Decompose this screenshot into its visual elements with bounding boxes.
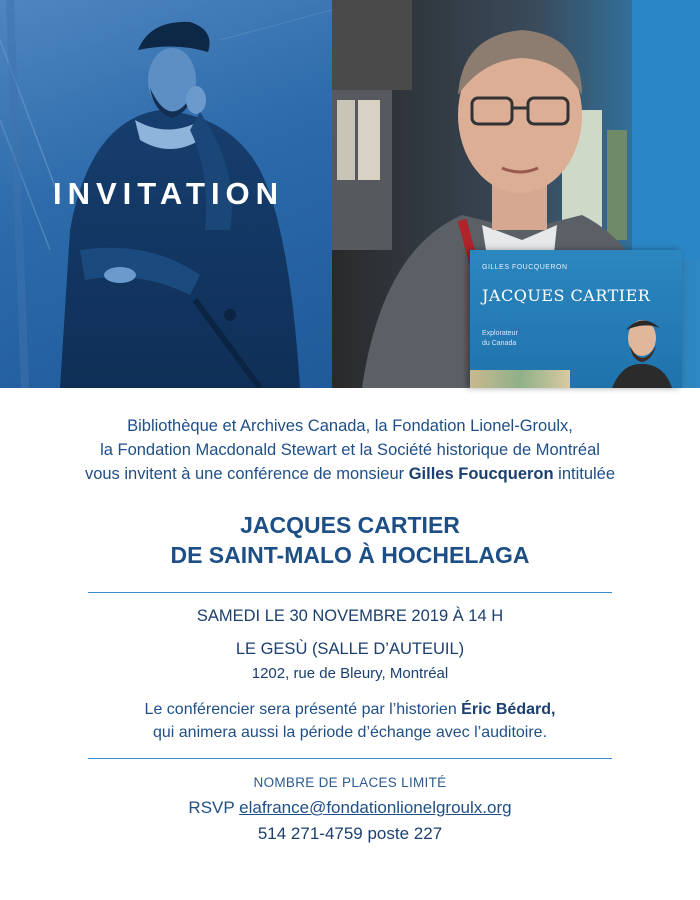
intro-line-3-suffix: intitulée [553, 465, 616, 483]
portrait-jacques-cartier [0, 0, 332, 388]
book-author: GILLES FOUCQUERON [482, 264, 568, 271]
intro-line-2: la Fondation Macdonald Stewart et la Société historique de Montréal [100, 441, 600, 459]
hero-banner [0, 0, 700, 388]
intro-line-3-prefix: vous invitent à une conférence de monsieur [84, 465, 409, 483]
presenter-line-1 [0, 698, 700, 721]
presenter-line-2: qui animera aussi la période d’échange avec l’auditoire. [152, 724, 548, 741]
presenter-paragraph [0, 698, 700, 744]
rsvp-email-link[interactable]: elafrance@fondationlionelgroulx.org [239, 798, 512, 817]
intro-paragraph [0, 414, 700, 486]
book-subtitle-line1: Explorateur [482, 330, 518, 337]
conference-title-line-2: DE SAINT-MALO À HOCHELAGA [170, 542, 530, 568]
book-subtitle-line2: du Canada [482, 340, 517, 347]
book-portrait-icon [602, 308, 672, 388]
event-date: SAMEDI LE 30 NOVEMBRE 2019 À 14 H [196, 607, 504, 625]
divider-top [88, 592, 612, 593]
invitation-body [0, 414, 700, 844]
conference-title [0, 510, 700, 570]
intro-line-3 [0, 462, 700, 486]
divider-bottom [88, 758, 612, 759]
book-map-strip [470, 370, 570, 388]
limited-places-notice: NOMBRE DE PLACES LIMITÉ [253, 775, 447, 790]
book-cover [470, 250, 682, 388]
invitation-heading: INVITATION [53, 176, 285, 211]
presenter-line-1-prefix: Le conférencier sera présenté par l’historien [144, 701, 462, 718]
intro-line-1: Bibliothèque et Archives Canada, la Fondation Lionel-Groulx, [127, 417, 573, 435]
conference-title-line-1: JACQUES CARTIER [240, 512, 460, 538]
rsvp-label: RSVP [188, 798, 240, 817]
book-title: JACQUES CARTIER [482, 286, 651, 305]
presenter-name: Éric Bédard, [461, 701, 556, 718]
speaker-name: Gilles Foucqueron [408, 465, 554, 483]
event-venue: LE GESÙ (SALLE D’AUTEUIL) [235, 640, 465, 658]
rsvp-phone: 514 271-4759 poste 227 [257, 824, 443, 843]
event-address: 1202, rue de Bleury, Montréal [251, 665, 449, 682]
rsvp-line [0, 798, 700, 818]
